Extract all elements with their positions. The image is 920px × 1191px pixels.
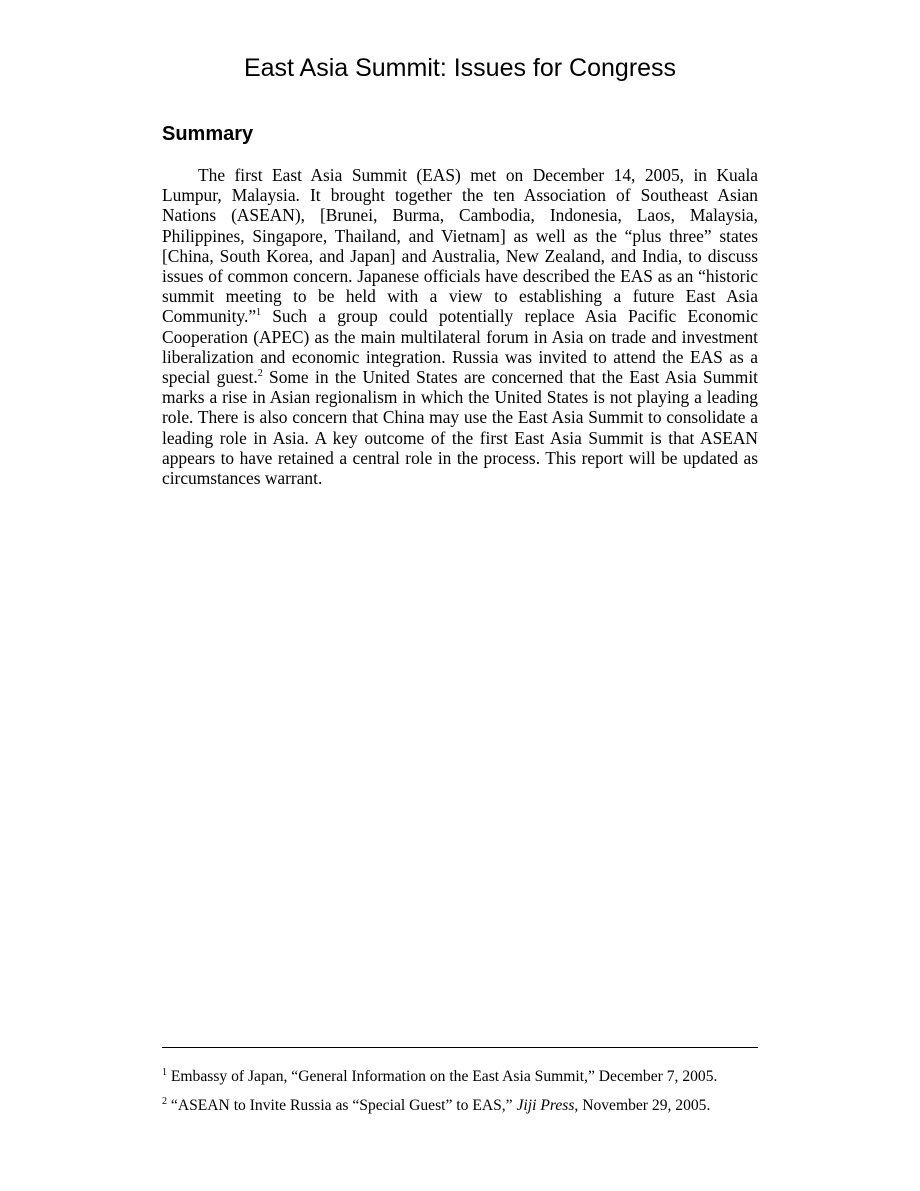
footnote-2 bbox=[162, 1096, 782, 1116]
summary-text-part-2: Such a group could potentially replace Asia Pacific Economic Cooperation (APEC) as the main multilateral forum in Asia on trade and investment liberalization and economic integration. Russia was invited to attend the EAS as a special guest. bbox=[162, 306, 758, 388]
summary-text-part-3: Some in the United States are concerned that the East Asia Summit marks a rise in Asian regionalism in which the United States is not playing a leading role. There is also concern that China may use the East Asia Summit to consolidate a leading role in Asia. A key outcome of the first East Asia Summit is that ASEAN appears to have retained a central role in the process. This report will be updated as circumstances warrant. bbox=[162, 367, 759, 489]
summary-paragraph bbox=[162, 165, 758, 488]
footnote-2-text-after: , November 29, 2005. bbox=[574, 1097, 711, 1114]
summary-text-part-1: The first East Asia Summit (EAS) met on December 14, 2005, in Kuala Lumpur, Malaysia. It brought together the ten Association of Southeast Asian Nations (ASEAN), [Brunei, Burma, Cambodia, Indonesia, Laos, Malaysia, Philippines, Singapore, Thailand, and Vietnam] as well as the “plus three” states [China, South Korea, and Japan] and Australia, New Zealand, and India, to discuss issues of common concern. Japanese officials have described the EAS as an “historic summit meeting to be held with a view to establishing a future East Asia Community.” bbox=[162, 165, 758, 327]
footnote-ref-1[interactable]: 1 bbox=[256, 307, 262, 319]
document-title: East Asia Summit: Issues for Congress bbox=[243, 54, 677, 82]
footnote-2-publication: Jiji Press bbox=[516, 1097, 575, 1114]
footnote-ref-2[interactable]: 2 bbox=[257, 368, 263, 380]
summary-heading: Summary bbox=[162, 123, 254, 145]
footnote-1 bbox=[162, 1067, 782, 1087]
footnote-2-number: 2 bbox=[162, 1095, 167, 1107]
footnote-1-number: 1 bbox=[162, 1066, 167, 1078]
footnote-1-text: Embassy of Japan, “General Information on the East Asia Summit,” December 7, 2005. bbox=[167, 1068, 718, 1085]
footnote-divider bbox=[162, 1047, 758, 1048]
footnote-2-text-before: “ASEAN to Invite Russia as “Special Guest” to EAS,” bbox=[167, 1097, 517, 1114]
